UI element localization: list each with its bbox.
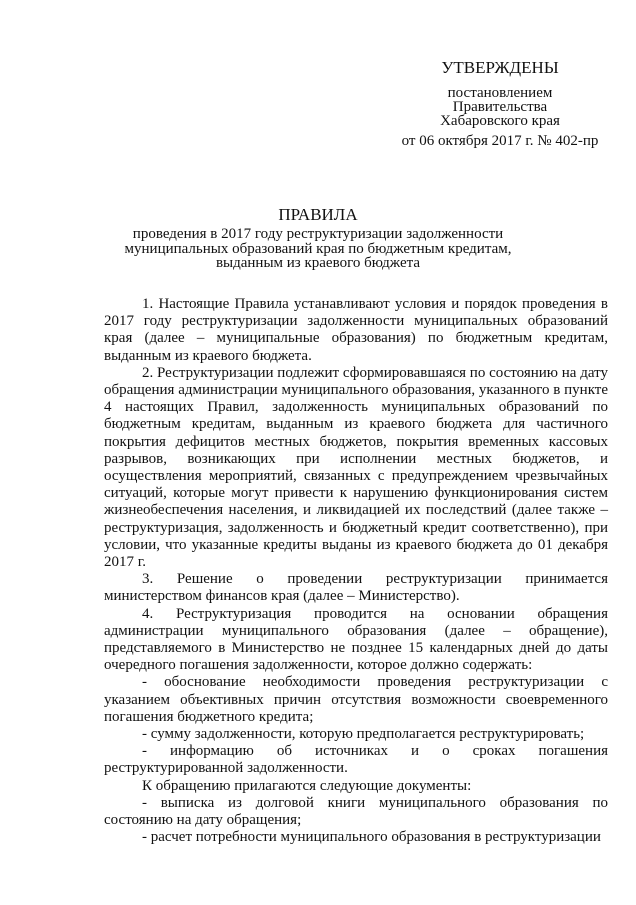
list-item: - информацию об источниках и о сроках погашения реструктурированной задолженности.: [104, 743, 608, 777]
approval-stamp: [380, 58, 620, 150]
approval-date: от 06 октября 2017 г. № 402-пр: [401, 133, 599, 149]
list-item: - обоснование необходимости проведения реструктуризации с указанием объективных причин отсутствия возможности своевременного погашения бюджетного кредита;: [104, 674, 608, 725]
list-item: - расчет потребности муниципального образования в реструктуризации: [142, 829, 601, 846]
subtitle-line: выданным из краевого бюджета: [215, 255, 421, 271]
subtitle-line: муниципальных образований края по бюджетным кредитам,: [124, 240, 512, 257]
list-item: - выписка из долговой книги муниципального образования по состоянию на дату обращения;: [104, 794, 608, 829]
paragraph-4: 4. Реструктуризация проводится на основании обращения администрации муниципального образования (далее – обращение), представляемого в Министерство не позднее 15 календарных дней до даты очередного погашения задолженности, которое должно содержать:: [104, 605, 608, 674]
document-subtitle: [100, 227, 536, 271]
approval-line: Хабаровского края: [440, 113, 560, 129]
document-title: ПРАВИЛА: [278, 205, 358, 224]
paragraph-3: 3. Решение о проведении реструктуризации принимается министерством финансов края (далее – Министерство).: [104, 571, 608, 605]
approval-heading: УТВЕРЖДЕНЫ: [441, 58, 559, 77]
subtitle-line: проведения в 2017 году реструктуризации задолженности: [132, 226, 504, 242]
paragraph-2: 2. Реструктуризации подлежит сформировавшаяся по состоянию на дату обращения администрации муниципального образования, указанного в пункте 4 настоящих Правил, задолженность муниципальных образований по бюджетным кредитам, выданным из краевого бюджета для частичного покрытия дефицитов местных бюджетов, покрытия временных кассовых разрывов, возникающих при исполнении местных бюджетов, и осуществления мероприятий, связанных с предупреждением чрезвычайных ситуаций, которые могут привести к нарушению функционирования систем жизнеобеспечения населения, и ликвидацией их последствий (далее также – реструктуризация, задолженность и бюджетный кредит соответственно), при условии, что указанные кредиты выданы из краевого бюджета до 01 декабря 2017 г.: [104, 364, 608, 571]
paragraph-attachments: К обращению прилагаются следующие документы:: [142, 777, 472, 794]
list-item: - сумму задолженности, которую предполагается реструктурировать;: [142, 726, 585, 743]
approval-line: Правительства: [452, 99, 548, 115]
approval-line: постановлением: [447, 85, 553, 101]
document-body: [104, 296, 608, 847]
paragraph-1: 1. Настоящие Правила устанавливают условия и порядок проведения в 2017 году реструктуризации задолженности муниципальных образований края (далее – муниципальные образования) по бюджетным кредитам, выданным из краевого бюджета.: [104, 296, 608, 364]
